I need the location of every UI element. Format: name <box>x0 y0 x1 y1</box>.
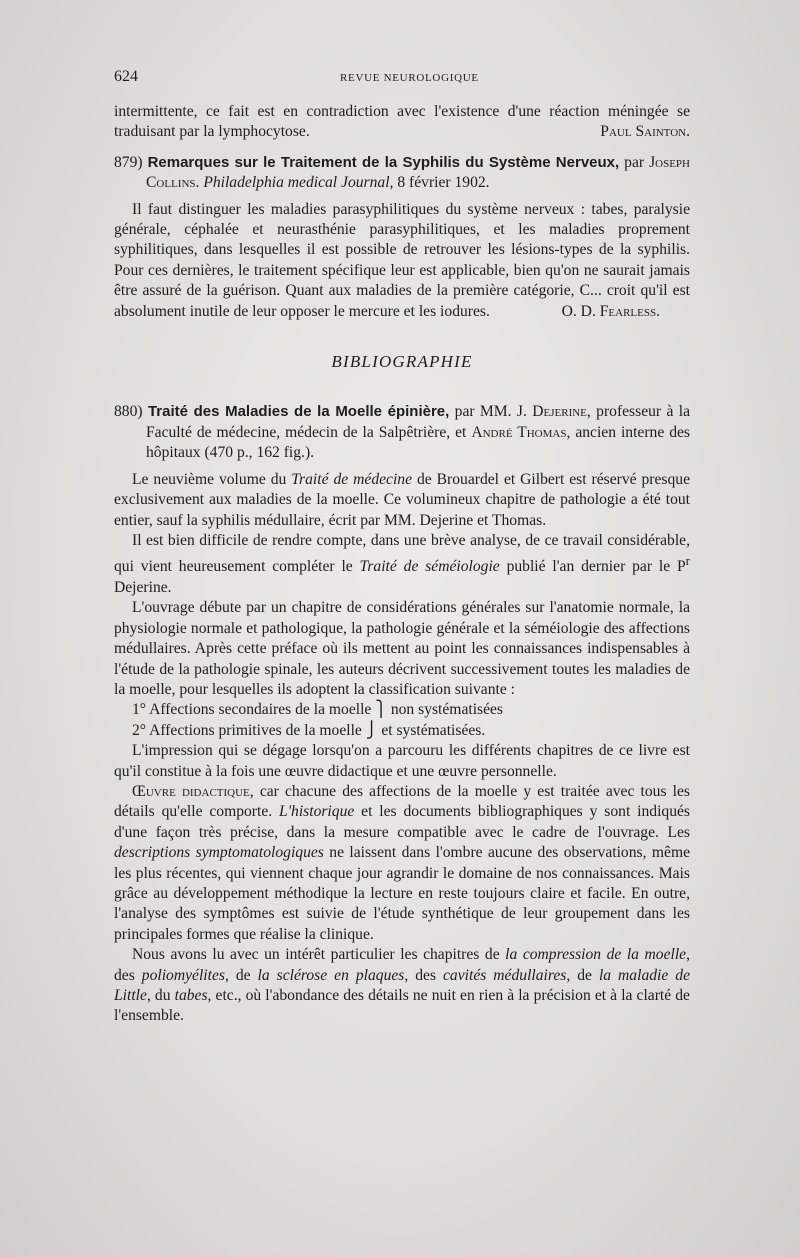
list-item: 1° Affections secondaires de la moelle ⎫ non systématisées <box>132 701 504 719</box>
entry-879-heading: 879) Remarques sur le Traitement de la Syphilis du Système Nerveux, par Joseph Collins. Philadelphia medical Journal, 8 février 1902. <box>114 153 690 192</box>
list-item: 2° Affections primitives de la moelle ⎭ et systématisées. <box>132 721 486 739</box>
paragraph: Œuvre didactique, car chacune des affections de la moelle y est traitée avec tous les détails qu'elle comporte. L'historique et les documents bibliographiques y sont indiqués d'une façon très précise, dans la mesure compatible avec le cadre de l'ouvrage. Les descriptions symptomatologiques ne laissent dans l'ombre aucune des observations, même les plus récentes, qui viennent chaque jour agrandir le domaine de nos connaissances. Mais grâce au développement méthodique la lecture en reste toujours claire et facile. En outre, l'analyse des symptômes est suivie de l'étude synthétique de leur groupement dans les principales formes que réalise la clinique. <box>114 782 690 943</box>
paragraph: L'impression qui se dégage lorsqu'on a parcouru les différents chapitres de ce livre est qu'il constitue à la fois une œuvre didactique et une œuvre personnelle. <box>114 742 690 780</box>
page-number: 624 <box>114 68 138 85</box>
entry-880-heading: 880) Traité des Maladies de la Moelle épinière, par MM. J. Dejerine, professeur à la Faculté de médecine, médecin de la Salpêtrière, et André Thomas, ancien interne des hôpitaux (470 p., 162 fig.). <box>114 403 691 462</box>
paragraph: Il est bien difficile de rendre compte, dans une brève analyse, de ce travail considérable, qui vient heureusement compléter le Traité de séméiologie publié l'an dernier par le $P^r$ Dejerine. <box>114 531 690 596</box>
journal-title: REVUE NEUROLOGIQUE <box>340 72 479 84</box>
section-title: BIBLIOGRAPHIE <box>331 352 473 372</box>
paragraph: Nous avons lu avec un intérêt particulier les chapitres de la compression de la moelle, des poliomyélites, de la sclérose en plaques, des cavités médullaires, de la maladie de Little, du tabes, etc., où l'abondance des détails ne nuit en rien à la précision et à la clarté de l'ensemble. <box>114 946 690 1025</box>
signature: O. D. Fearless. <box>561 302 660 320</box>
entry-880-title: Traité des Maladies de la Moelle épinière, <box>147 403 450 421</box>
article-body <box>114 102 690 1027</box>
source-journal: Philadelphia medical Journal, <box>203 174 394 192</box>
entry-879-title: Remarques sur le Traitement de la Syphilis du Système Nerveux, <box>147 153 620 171</box>
paragraph-continuation: intermittente, ce fait est en contradiction avec l'existence d'une réaction méningée se traduisant par la lymphocytose. Paul Sainton. <box>114 102 690 143</box>
entry-879-text: Il faut distinguer les maladies parasyphilitiques du système nerveux : tabes, paralysie générale, céphalée et neurasthénie parasyphilitiques, et les maladies proprement syphilitiques, dans lesquelles il est possible de retrouver les lésions-types de la syphilis. Pour ces dernières, le traitement spécifique leur est applicable, bien qu'on ne saurait jamais être assuré de la guérison. Quant aux maladies de la première catégorie, C... croit qu'il est absolument inutile de leur opposer le mercure et les iodures. O. D. Fearless. <box>114 200 690 322</box>
paragraph: L'ouvrage débute par un chapitre de considérations générales sur l'anatomie normale, la physiologie normale et pathologique, la pathologie générale et la séméiologie des affections médullaires. Après cette préface où ils mettent au point les connaissances indispensables à l'étude de la pathologie spinale, les auteurs décrivent successivement toutes les maladies de la moelle, pour lesquelles ils adoptent la classification suivante : <box>114 599 690 698</box>
paragraph: Le neuvième volume du Traité de médecine de Brouardel et Gilbert est réservé presque exclusivement aux maladies de la moelle. Ce volumineux chapitre de pathologie a été tout entier, sauf la syphilis médullaire, écrit par MM. Dejerine et Thomas. <box>114 470 690 529</box>
signature: Paul Sainton. <box>600 123 690 141</box>
author-name: Dejerine <box>532 403 587 421</box>
page-header <box>114 68 690 92</box>
author-name: André Thomas <box>471 423 567 441</box>
author-name: Joseph Collins <box>146 153 690 192</box>
